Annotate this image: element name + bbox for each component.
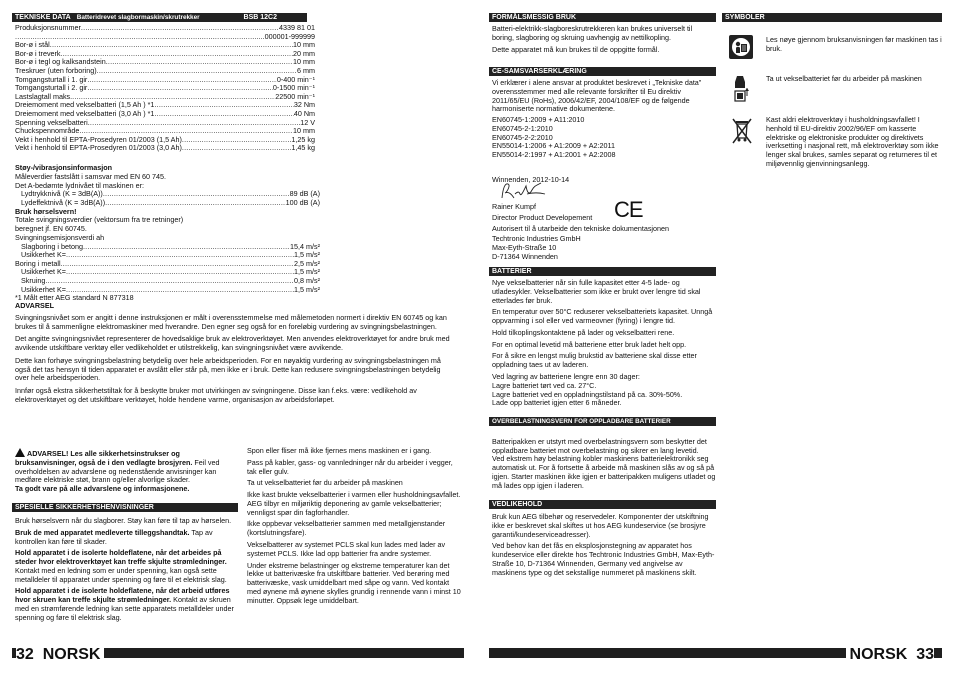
spec-label: Slagboring i betong — [21, 242, 83, 251]
spec-value: 100 dB (A) — [285, 198, 320, 207]
ce-norm: EN55014-2:1997 + A1:2001 + A2:2008 — [492, 150, 616, 160]
spec-value: 1,5 m/s² — [294, 285, 320, 294]
spec-label: Usikkerhet K= — [21, 285, 66, 294]
spec-row — [15, 24, 315, 33]
spec-row — [15, 76, 315, 85]
advarsel-section — [15, 302, 455, 405]
noise-title: Støy-/vibrasjonsinformasjon — [15, 163, 113, 172]
safety-p4-text: Kontakt av skruen med en strømførende ledning kan sette apparatets metalldeler under spenning og føre til elektrisk slag. — [15, 595, 234, 622]
maint-section — [492, 513, 716, 577]
spec-row — [15, 93, 315, 102]
leader-dots — [105, 199, 286, 208]
ce-mark: CE — [614, 197, 643, 222]
ce-norm: EN60745-1:2009 + A11:2010 — [492, 115, 585, 125]
leader-dots — [72, 93, 275, 102]
page-number-right — [846, 645, 934, 665]
battery-paragraph: Nye vekselbatterier når sin fulle kapasitet etter 4-5 lade- og utladesykler. Vekselbatterier som ikke er brukt over lengre tid skal etterlades før bruk. — [492, 278, 701, 305]
warning-text: Feil ved overholdelsen av advarslene og nedenstående anvisninger kan medføre elektriske støt, brann og/eller alvorlige skader. — [15, 457, 220, 485]
safety-p1: Bruk hørselsvern når du slagborer. Støy kan føre til tap av hørselen. — [15, 516, 232, 525]
leader-dots — [154, 101, 293, 110]
formal-header-text: FORMÅLSMESSIG BRUK — [492, 14, 576, 21]
safety-p3 — [15, 549, 237, 584]
spec-label: Spenning vekselbatteri — [15, 118, 88, 127]
spec-row — [15, 277, 320, 286]
spec-value: 4339 81 01 — [279, 24, 315, 32]
spec-label: Lastslagtall maks. — [15, 92, 73, 101]
leader-dots — [154, 110, 293, 119]
ce-header-text: CE-SAMSVARSERKLÆRING — [492, 68, 587, 75]
maint-header — [489, 500, 716, 509]
spec-value: 32 Nm — [293, 101, 315, 110]
ce-norms — [492, 116, 716, 160]
spec-label: Usikkerhet K= — [21, 268, 66, 277]
spec-label: Lydtrykknivå (K = 3dB(A)) — [21, 190, 103, 199]
battery-paragraph: Ved lagring av batteriene lengre enn 30 dager: Lagre batteriet tørt ved ca. 27°C. Lagre batteriet ved en oppladningstilstand på ca. 30%-50%. Lade opp batteriet igjen etter 6 måneder. — [492, 372, 683, 408]
advarsel-title: ADVARSEL — [15, 301, 55, 310]
spec-label: Tomgangsturtall i 2. gir — [15, 84, 88, 93]
battery-section — [492, 279, 716, 408]
leader-dots — [66, 251, 294, 260]
battery-paragraph: For en optimal levetid må batteriene etter bruk ladet helt opp. — [492, 339, 687, 349]
safety-paragraph: Ta ut vekselbatteriet før du arbeider på maskinen — [247, 478, 403, 488]
spec-value: 12 V — [300, 118, 315, 127]
safety-paragraph: Ikke oppbevar vekselbatterier sammen med metallgjenstander (kortslutningsfare). — [247, 519, 446, 538]
overload-header — [489, 417, 716, 426]
spec-row — [15, 58, 315, 67]
spec-list — [15, 24, 315, 153]
spec-value: ...000001-999999 — [258, 32, 315, 41]
leader-dots — [79, 127, 293, 136]
spec-row — [15, 251, 320, 260]
warning-keep: Ta godt vare på alle advarslene og informasjonene. — [15, 484, 190, 494]
safety-p4-bold: Hold apparatet i de isolerte holdeflatene, når det arbeid utføres hvor skruen kan treffe skjulte strømledninger. — [15, 586, 230, 605]
formal-section — [492, 25, 716, 54]
battery-paragraph: For å sikre en lengst mulig brukstid av batteriene skal disse etter oppladning taes ut av laderen. — [492, 351, 697, 370]
spec-label: Boring i metall — [15, 259, 61, 268]
warning-bold: ADVARSEL! Les alle sikkerhetsinstrukser og bruksanvisninger, også de i den vedlagte brosjyren. — [15, 449, 193, 467]
spec-label: Bor-ø i treverk — [15, 49, 61, 58]
leader-dots — [87, 76, 277, 85]
advarsel-paragraph: Svingningsnivået som er angitt i denne instruksjonen er målt i overensstemmelse med målemetoden normert i direktiv EN 60745 og kan brukes til å sammenligne elektromaskiner med hverandre. Den egner seg også for en foreløbig vurdering av svingningsbelastningen. — [15, 312, 447, 331]
battery-paragraph: Hold tilkoplingskontaktene på lader og vekselbatteri rene. — [492, 327, 675, 337]
spec-row — [15, 268, 320, 277]
symbols-header — [722, 13, 942, 22]
spec-row — [15, 127, 315, 136]
page-number-left — [16, 645, 104, 665]
safety-paragraph: Ikke kast brukte vekselbatterier i varmen eller husholdningsavfallet. AEG tilbyr en miljøriktig deponering av gamle vekselbatterier; vennligst spør din fagforhandler. — [247, 490, 461, 517]
maint-header-text: VEDLIKEHOLD — [492, 501, 543, 508]
leader-dots — [61, 260, 294, 269]
spec-label: Lydeffektnivå (K = 3dB(A)) — [21, 198, 106, 207]
advarsel-paragraph: Dette kan forhøye svingningsbelastning betydelig over hele arbeidsperioden. For en nøyaktig vurdering av svingningsbelastningen må også det tas hensyn til tiden apparatet er avslått eller står på, men ikke er i bruk. Dette kan redusere svingningsbelastningen betydelig over hele arbeidsperioden. — [15, 355, 441, 383]
spec-value: 0-400 min⁻¹ — [276, 75, 315, 84]
spec-value: 1,25 kg — [291, 135, 315, 144]
spec-row — [21, 190, 320, 199]
ce-norm: EN60745-2-2:2010 — [492, 132, 553, 142]
ce-address-line: D-71364 Winnenden — [492, 251, 558, 261]
spec-row — [15, 119, 315, 128]
safety-paragraph: Vekselbatterer av systemet PCLS skal kun lades med lader av systemet PCLS. Ikke lad opp batterier fra andre systemer. — [247, 540, 446, 558]
vibration-list — [15, 243, 320, 295]
spec-value: 0-1500 min⁻¹ — [272, 84, 315, 93]
spec-label: Bor-ø i tegl og kalksandstein — [15, 58, 106, 67]
formal-p2: Dette apparatet må kun brukes til de oppgitte formål. — [492, 44, 660, 54]
ce-norm: EN60745-2-1:2010 — [492, 123, 553, 133]
ce-address-line: Techtronic Industries GmbH — [492, 234, 581, 244]
noise-intro-1: Måleverdier fastslått i samsvar med EN 60 745. — [15, 171, 166, 181]
spec-value: 1,5 m/s² — [294, 268, 320, 277]
spec-label: Treskruer (uten forboring) — [15, 66, 97, 75]
leader-dots — [88, 119, 300, 128]
spec-row — [15, 50, 315, 59]
page-number-r: 33 — [916, 646, 934, 663]
ce-name: Rainer Kumpf — [492, 202, 536, 211]
safety-column-2 — [247, 447, 461, 606]
spec-value: 10 mm — [293, 58, 315, 67]
spec-label: Bor-ø i stål — [15, 41, 50, 50]
vib-intro-2: beregnet jf. EN 60745. — [15, 224, 87, 234]
noise-intro-2: Det A-bedømte lydnivået til maskinen er: — [15, 180, 145, 190]
spec-label: Tomgangsturtall i 1. gir — [15, 75, 88, 84]
battery-paragraph: En temperatur over 50°C reduserer vekselbatteriets kapasitet. Unngå oppvarming i sol eller ved varmeovner (fyring) i lengre tid. — [492, 307, 713, 326]
safety-paragraph: Under ekstreme belastninger og ekstreme temperaturer kan det lekke ut batterivæske fra utskiftbare batterier. Ved berøring med batterivæske, vask umiddelbart med såpe og vann. Ved kontakt med øynene må øynene skylles grundig i rennende vann i minst 10 minutter. Oppsøk lege umiddelbart. — [247, 560, 461, 605]
spec-value: 20 mm — [293, 49, 315, 58]
spec-label: Skruing — [21, 277, 46, 286]
footnote: *1 Målt etter AEG standard N 877318 — [15, 293, 134, 303]
ce-address-line: Max-Eyth-Straße 10 — [492, 243, 557, 253]
ce-title: Director Product Developement — [492, 212, 593, 222]
vib-intro-1: Totale svingningsverdier (vektorsum fra tre retninger) — [15, 215, 184, 225]
ce-signatory — [492, 203, 716, 262]
spec-value: 89 dB (A) — [289, 190, 320, 199]
page-language-right: NORSK — [849, 646, 908, 663]
spec-value: 15,4 m/s² — [290, 242, 320, 251]
tech-data-subtitle: Batteridrevet slagbormaskin/skrutrekker — [76, 14, 200, 21]
spec-value: 1,45 kg — [291, 144, 315, 153]
tech-data-header — [12, 13, 307, 22]
symbol-text-3: Kast aldri elektroverktøy i husholdningsavfallet! I henhold til EU-direktiv 2002/96/EF om kasserte elektriske og elektroniske produkter og direktivets iverksetting i nasjonal rett, må elektroverktøy som ikke lenger skal brukes, samles separat og returneres til et miljøvennlig gjenvinningsanlegg. — [766, 115, 939, 168]
safety-paragraph: Spon eller fliser må ikke fjernes mens maskinen er i gang. — [247, 446, 432, 455]
safety-header-text: SPESIELLE SIKKERHETSHENVISNINGER — [15, 504, 154, 511]
safety-p2-bold: Bruk de med apparatet medleverte tilleggshandtak. — [15, 527, 190, 537]
battery-header — [489, 267, 716, 276]
ce-section — [492, 79, 716, 185]
spec-label: Produksjonsnummer — [15, 24, 81, 32]
maint-p1: Bruk kun AEG tilbehør og reservedeler. Komponenter der utskiftning ikke er beskrevet skal skiftes ut hos AEG kundeservice (se brosjyre garanti/kundeserviceadresser). — [492, 512, 709, 539]
leader-dots — [103, 190, 290, 199]
spec-row — [15, 260, 320, 269]
maint-p2: Ved behov kan det fås en eksplosjonstegning av apparatet hos kundeservice eller direkte hos Techtronic Industries GmbH, Max-Eyth-Straße 10, D-71364 Winnenden, Germany ved angivelse av maskinens type og det sekstallige nummeret på maskinens skilt. — [492, 541, 715, 577]
safety-p2-text: Tap av kontrollen kan føre til skader. — [15, 527, 213, 546]
safety-paragraph: Pass på kabler, gass- og vannledninger når du arbeider i vegger, tak eller gulv. — [247, 457, 453, 476]
spec-label: Chuckspennområde — [15, 127, 80, 136]
warning-triangle-icon — [15, 448, 25, 457]
ce-authorized: Autorisert til å utarbeide den tekniske dokumentasjonen — [492, 223, 669, 233]
spec-row — [15, 144, 315, 153]
spec-value: 2,5 m/s² — [294, 259, 320, 268]
spec-row — [15, 136, 315, 145]
overload-header-text: OVERBELASTNINGSVERN FOR OPPLADBARE BATTERIER — [492, 418, 671, 425]
leader-dots — [50, 41, 293, 50]
formal-p1: Batteri-elektrikk-slagboreskrutrekkeren kan brukes universelt til boring, slagboring og skruing uavhengig av nettilkopling. — [492, 24, 693, 42]
spec-row — [15, 101, 315, 110]
leader-dots — [66, 268, 294, 277]
advarsel-paragraph: Det angitte svingningsnivået representerer de hovedsaklige bruk av elektroverktøyet. Men anvendes elektroverktøyet for andre bruk med avvikende utskiftbare verktøy eller vedlikeholdet er utilstrekkelig, kan svingningsnivået være avvikende. — [15, 334, 450, 353]
vib-intro-3: Svingningsemisjonsverdi ah — [15, 232, 105, 242]
spec-value: 22500 min⁻¹ — [275, 92, 315, 101]
ear-protection: Bruk hørselsvern! — [15, 206, 77, 216]
spec-value: 1,5 m/s² — [294, 251, 320, 260]
safety-section — [15, 517, 237, 623]
spec-label: Vekt i henhold til EPTA-Prosedyren 01/2003 (3,0 Ah) — [15, 144, 182, 153]
warning-block — [15, 448, 237, 494]
leader-dots — [182, 136, 292, 145]
model-code: BSB 12C2 — [243, 14, 277, 21]
advarsel-paragraph: Innfør også ekstra sikkerhetstiltak for å beskytte bruker mot utvirkingen av svingningene. Disse kan f.eks. være: vedlikehold av elektroverktøyet og det utskiftbare verktøyet, holde hendene varme, organisasjon av arbeidsforløpet. — [15, 386, 417, 405]
leader-dots — [97, 67, 297, 76]
spec-label: Dreiemoment med vekselbatteri (3,0 Ah ) *1 — [15, 109, 155, 118]
ce-place-date: Winnenden, 2012-10-14 — [492, 175, 570, 185]
warning-paragraph — [15, 448, 237, 485]
ce-address — [492, 235, 716, 261]
overload-section — [492, 429, 716, 499]
page-language: NORSK — [42, 646, 101, 663]
leader-dots — [87, 84, 273, 93]
spec-row — [15, 110, 315, 119]
symbols-header-text: SYMBOLER — [725, 14, 765, 21]
leader-dots — [83, 243, 290, 252]
overload-p: Batteripakken er utstyrt med overbelastningsvern som beskytter det oppladbare batteriet mot overbelastning og sikrer en lang levetid. Ved ekstrem høy belastning kobler maskinens batterielektronikk seg automatisk ut. For å fortsette å arbeide må maskinen slås av og så på igjen. Starter maskinen ikke igjen er batteripakken muligens utladet og må lades opp igjen i laderen. — [492, 436, 716, 490]
spec-label: Vekt i henhold til EPTA-Prosedyren 01/2003 (1,5 Ah) — [15, 135, 182, 144]
symbol-text-1: Les nøye gjennom bruksanvisningen før maskinen tas i bruk. — [766, 35, 942, 53]
advarsel-paragraphs — [15, 314, 455, 405]
noise-section — [15, 164, 320, 303]
safety-header — [12, 503, 238, 512]
spec-row — [15, 84, 315, 93]
leader-dots — [45, 277, 294, 286]
read-manual-icon — [729, 35, 753, 59]
spec-label: Dreiemoment med vekselbatteri (1,5 Ah ) *1 — [15, 101, 155, 110]
ce-norm: EN55014-1:2006 + A1:2009 + A2:2011 — [492, 141, 615, 151]
safety-p3-text: Kontakt med en ledning som er under spenning, kan også sette metalldeler til apparatet under spenning og føre til et elektrisk slag. — [15, 565, 227, 584]
noise-list — [15, 190, 320, 207]
safety-p3-bold: Hold apparatet i de isolerte holdeflatene, når det arbeides på steder hvor elektroverktøyet kan treffe skjulte strømledninger. — [15, 548, 227, 567]
page-number: 32 — [16, 646, 34, 663]
safety-p2 — [15, 529, 237, 547]
leader-dots — [61, 50, 294, 59]
spec-row — [15, 243, 320, 252]
spec-label: Usikkerhet K= — [21, 251, 66, 260]
spec-value: 0,8 m/s² — [294, 277, 320, 286]
crossed-bin-icon — [731, 116, 753, 146]
leader-dots — [106, 58, 293, 67]
spec-row — [15, 41, 315, 50]
spec-value: 6 mm — [297, 66, 315, 75]
leader-dots — [15, 33, 259, 42]
ce-header — [489, 67, 716, 76]
tech-data-title: TEKNISKE DATA — [15, 14, 71, 21]
safety-p4 — [15, 587, 237, 622]
remove-battery-icon — [729, 74, 753, 104]
leader-dots — [182, 144, 292, 153]
spec-value: 10 mm — [293, 41, 315, 50]
spec-row — [15, 67, 315, 76]
spec-row — [15, 33, 315, 42]
battery-header-text: BATTERIER — [492, 268, 532, 275]
leader-dots — [81, 24, 279, 33]
ce-p1: Vi erklærer i alene ansvar at produktet beskrevet i „Tekniske data" overensstemmer med alle relevante forskrifter til Eu direktiv 2011/65/EU (RoHs), 2006/42/EF, 2004/108/EF og de følgende harmoniserte normative dokumentene. — [492, 78, 702, 114]
spec-value: 40 Nm — [293, 109, 315, 118]
spec-value: 10 mm — [293, 127, 315, 136]
symbol-text-2: Ta ut vekselbatteriet før du arbeider på maskinen — [766, 74, 922, 83]
signature — [499, 180, 549, 202]
formal-header — [489, 13, 716, 22]
